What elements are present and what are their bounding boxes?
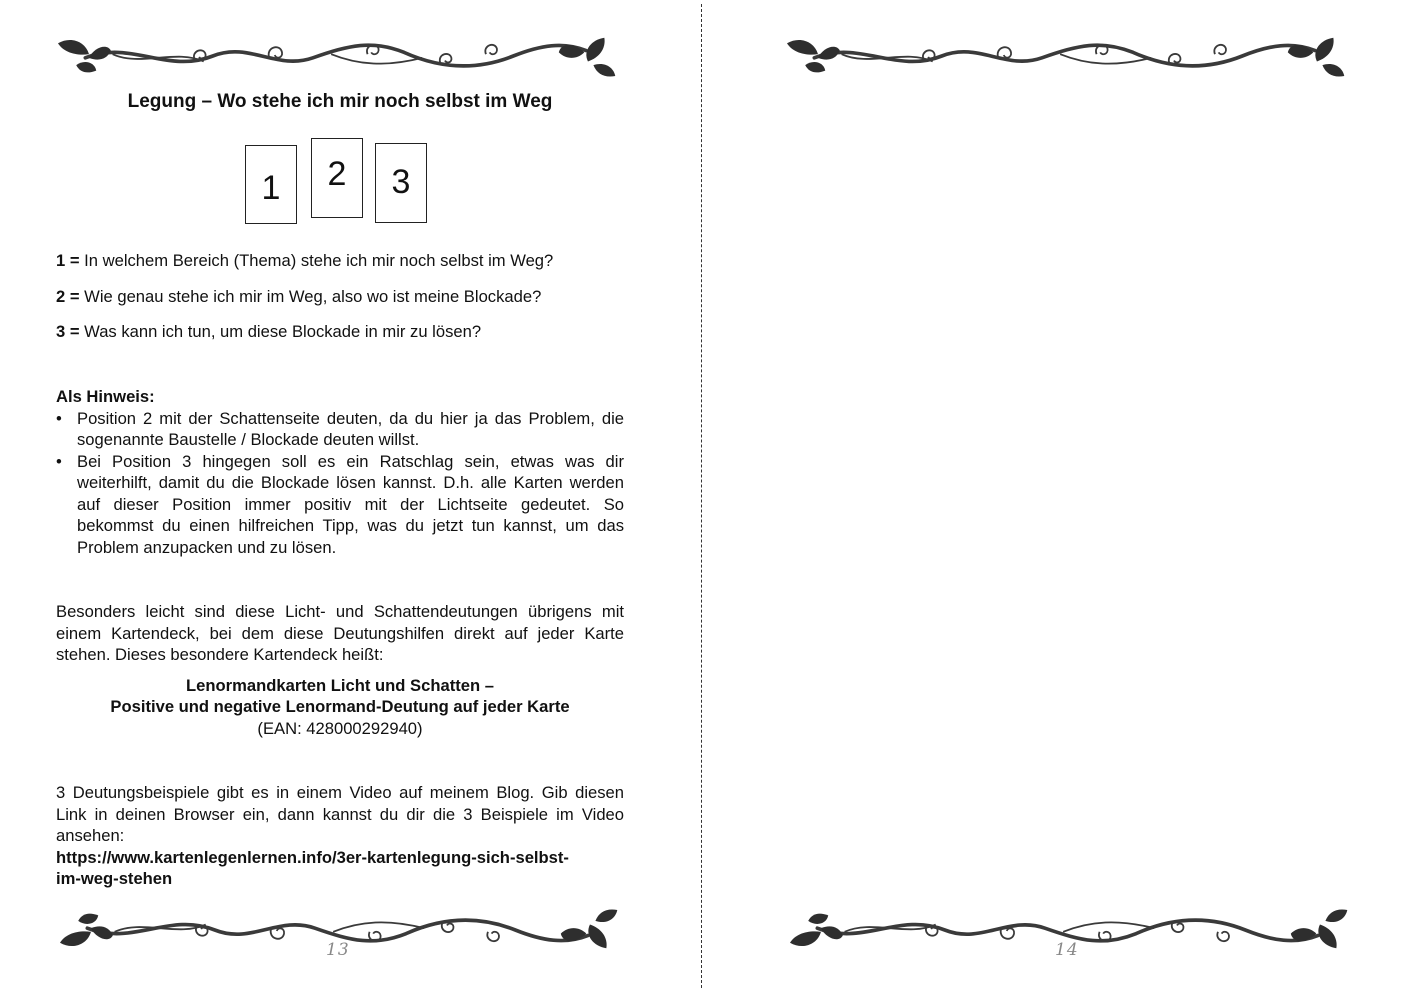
blog-link-line1[interactable]: https://www.kartenlegenlernen.info/3er-kartenlegung-sich-selbst-	[56, 847, 569, 867]
page-number: 13	[326, 940, 350, 960]
page-divider	[701, 4, 702, 988]
question-label: 3 =	[56, 322, 80, 341]
vine-ornament-top-icon	[58, 30, 618, 82]
card-number: 3	[391, 162, 411, 201]
note-text: Position 2 mit der Schattenseite deuten, da du hier ja das Problem, die sogenannte Baustelle / Blockade deuten willst.	[77, 408, 624, 449]
question-2	[56, 286, 624, 308]
note-item	[56, 408, 624, 451]
left-page	[0, 0, 700, 988]
question-3	[56, 321, 624, 343]
deck-ean: (EAN: 428000292940)	[257, 718, 423, 738]
bullet-icon: •	[56, 451, 62, 471]
page-title: Legung – Wo stehe ich mir noch selbst im Weg	[127, 91, 553, 112]
card-number: 1	[261, 169, 281, 207]
notes-section	[56, 386, 624, 558]
card-position-3	[375, 143, 427, 223]
question-text: In welchem Bereich (Thema) stehe ich mir noch selbst im Weg?	[84, 251, 554, 270]
deck-name-line1: Lenormandkarten Licht und Schatten –	[186, 675, 494, 695]
question-label: 1 =	[56, 251, 80, 270]
video-text: 3 Deutungsbeispiele gibt es in einem Video auf meinem Blog. Gib diesen Link in deinen Browser ein, dann kannst du dir die 3 Beispiele im Video ansehen:	[56, 783, 624, 845]
card-number: 2	[327, 154, 347, 193]
video-section	[56, 782, 624, 890]
note-item	[56, 451, 624, 559]
deck-section	[56, 601, 624, 739]
question-1	[56, 250, 624, 272]
page-number: 14	[1055, 940, 1079, 960]
note-text: Bei Position 3 hingegen soll es ein Ratschlag sein, etwas was dir weiterhilft, damit du die Blockade lösen kannst. D.h. alle Karten werden auf dieser Position immer positiv mit der Lichtseite gedeutet. So bekommst du einen hilfreichen Tipp, was du jetzt tun kannst, um das Problem anzupacken und zu lösen.	[77, 451, 624, 557]
question-text: Wie genau stehe ich mir im Weg, also wo ist meine Blockade?	[84, 286, 542, 306]
card-position-1	[245, 145, 297, 224]
bullet-icon: •	[56, 408, 62, 428]
vine-ornament-top-icon	[787, 30, 1347, 82]
question-label: 2 =	[56, 286, 80, 306]
notes-title: Als Hinweis:	[56, 387, 155, 406]
questions-list	[56, 250, 624, 343]
blog-link[interactable]	[56, 847, 624, 890]
card-position-2	[311, 138, 363, 218]
deck-intro: Besonders leicht sind diese Licht- und Schattendeutungen übrigens mit einem Kartendeck, bei dem diese Deutungshilfen direkt auf jeder Karte stehen. Dieses besondere Kartendeck heißt:	[56, 602, 624, 664]
deck-name-line2: Positive und negative Lenormand-Deutung auf jeder Karte	[110, 697, 570, 716]
question-text: Was kann ich tun, um diese Blockade in mir zu lösen?	[84, 322, 482, 341]
notes-list	[56, 408, 624, 559]
blog-link-line2[interactable]: im-weg-stehen	[56, 869, 173, 888]
right-page	[705, 0, 1405, 988]
